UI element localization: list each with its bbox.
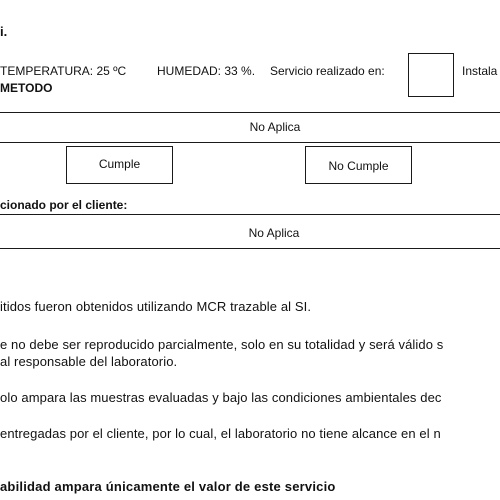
client-provided-value: No Aplica	[248, 226, 300, 240]
pass-label: Cumple	[98, 157, 141, 171]
client-row-bottom-border	[0, 248, 500, 249]
top-fragment: i.	[0, 24, 8, 39]
note-2-line-1: e no debe ser reproducido parcialmente, solo en su totalidad y será válido s	[0, 337, 444, 352]
client-row-top-border	[0, 214, 500, 215]
method-label: METODO	[0, 81, 53, 95]
note-3: olo ampara las muestras evaluadas y bajo las condiciones ambientales dec	[0, 390, 442, 405]
humidity-text: HUMEDAD: 33 %.	[157, 64, 256, 78]
method-row-top-border	[0, 112, 500, 113]
note-4: entregadas por el cliente, por lo cual, el laboratorio no tiene alcance en el n	[0, 426, 441, 441]
service-location-label: Servicio realizado en:	[270, 64, 385, 78]
pass-box[interactable]	[66, 146, 173, 184]
fail-box[interactable]	[305, 146, 412, 184]
footer-statement: abilidad ampara únicamente el valor de este servicio	[0, 479, 336, 494]
installation-fragment: Instala	[462, 64, 498, 78]
note-2-line-2: al responsable del laboratorio.	[0, 354, 178, 369]
temperature-text: TEMPERATURA: 25 ºC	[0, 64, 127, 78]
fail-label: No Cumple	[328, 159, 389, 173]
client-provided-label: cionado por el cliente:	[0, 198, 128, 212]
method-value: No Aplica	[249, 120, 301, 134]
service-location-checkbox[interactable]	[408, 53, 454, 97]
method-row-bottom-border	[0, 142, 500, 143]
note-1: itidos fueron obtenidos utilizando MCR trazable al SI.	[0, 299, 312, 314]
